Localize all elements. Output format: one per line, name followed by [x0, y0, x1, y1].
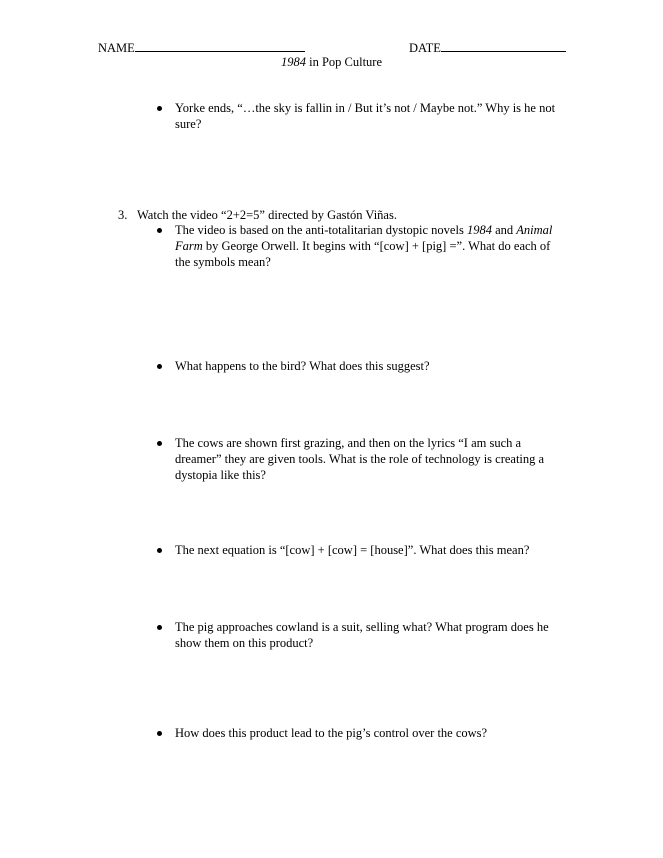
bullet-icon: [157, 625, 162, 630]
video-text-b: 1984: [466, 223, 492, 237]
bullet-icon: [157, 731, 162, 736]
bullet-icon: [157, 228, 162, 233]
bullet-icon: [157, 441, 162, 446]
title-italic: 1984: [280, 55, 306, 69]
question-pig-control: How does this product lead to the pig’s control over the cows?: [175, 726, 488, 740]
question-cows-tools: The cows are shown first grazing, and then on the lyrics “I am such a dreamer” they are given tools. What is the role of technology is creating a dystopia like this?: [175, 436, 545, 482]
video-text-c: and: [491, 223, 517, 237]
bullet-icon: [157, 106, 162, 111]
question-bird: What happens to the bird? What does this suggest?: [175, 359, 430, 373]
question-3-text: Watch the video “2+2=5” directed by Gastón Viñas.: [137, 208, 397, 222]
video-text-a: The video is based on the anti-totalitarian dystopic novels: [175, 223, 467, 237]
question-3-number: 3.: [118, 208, 128, 222]
bullet-icon: [157, 364, 162, 369]
worksheet-title: [0, 54, 663, 70]
name-blank[interactable]: [135, 40, 305, 52]
title-rest: in Pop Culture: [305, 55, 383, 69]
video-text-d: Animal Farm: [175, 223, 553, 253]
bullet-icon: [157, 548, 162, 553]
date-label: DATE: [409, 41, 441, 55]
question-equation: The next equation is “[cow] + [cow] = [house]”. What does this mean?: [175, 543, 530, 557]
name-label: NAME: [98, 41, 135, 55]
video-text-e: by George Orwell. It begins with “[cow] + [pig] =”. What do each of the symbols mean?: [175, 239, 551, 269]
question-pig-selling: The pig approaches cowland is a suit, selling what? What program does he show them on this product?: [175, 620, 549, 650]
date-blank[interactable]: [441, 40, 566, 52]
question-video-symbols: [175, 222, 567, 270]
question-yorke: Yorke ends, “…the sky is fallin in / But it’s not / Maybe not.” Why is he not sure?: [175, 101, 556, 131]
